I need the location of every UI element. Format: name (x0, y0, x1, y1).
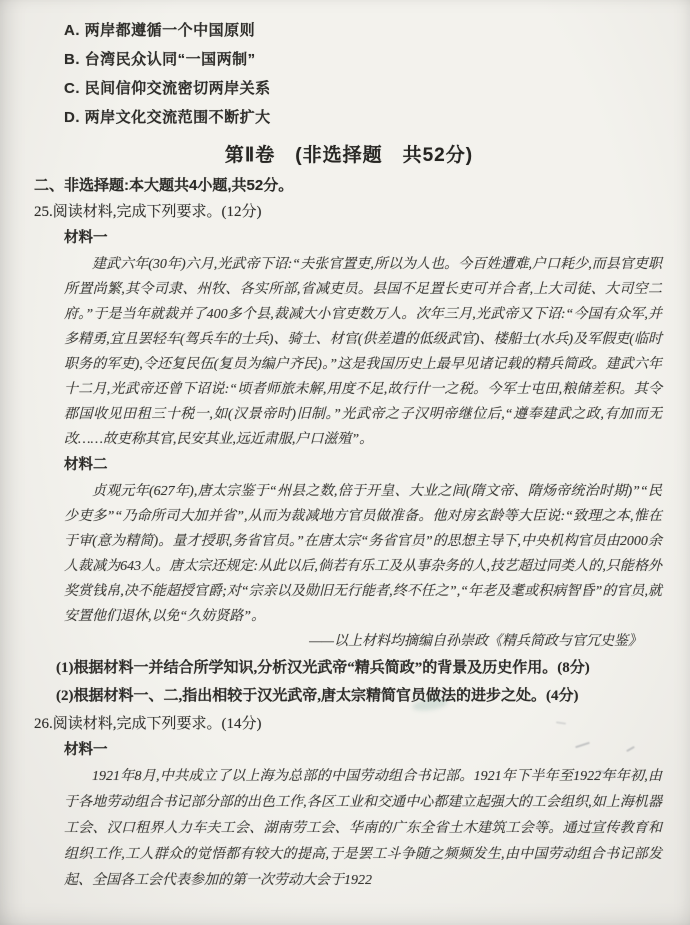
q25-subquestion-1: (1)根据材料一并结合所学知识,分析汉光武帝“精兵简政”的背景及历史作用。(8分) (56, 660, 590, 676)
option-a: A. 两岸都遵循一个中国原则 (64, 22, 256, 39)
option-d: D. 两岸文化交流范围不断扩大 (64, 109, 271, 126)
mcq-options (64, 16, 664, 132)
q26-material-1-label: 材料一 (64, 742, 108, 758)
option-b: B. 台湾民众认同“一国两制” (64, 51, 256, 68)
volume-title: 第Ⅱ卷 (非选择题 共52分) (224, 145, 474, 166)
q25-material-2-label: 材料二 (64, 457, 108, 473)
q25-material-1-label: 材料一 (64, 230, 108, 246)
q25-subquestion-2: (2)根据材料一、二,指出相较于汉光武帝,唐太宗精简官员做法的进步之处。(4分) (56, 688, 579, 704)
question-26-stem: 26.阅读材料,完成下列要求。(14分) (34, 716, 262, 732)
q25-source-attribution: ——以上材料均摘编自孙崇政《精兵简政与官冗史鉴》 (309, 634, 642, 649)
section-header: 二、非选择题:本大题共4小题,共52分。 (34, 177, 294, 194)
question-25-stem: 25.阅读材料,完成下列要求。(12分) (34, 204, 262, 220)
option-c: C. 民间信仰交流密切两岸关系 (64, 80, 271, 97)
q25-material-1-text: 建武六年(30年)六月,光武帝下诏:“夫张官置吏,所以为人也。今百姓遭难,户口耗少,而县官吏职所置尚繁,其令司隶、州牧、各实所部,省减吏员。县国不足置长吏可并合者,上大司徒、大司空二府。”于是当年就裁并了400多个县,裁减大小官吏数万人。次年三月,光武帝又下诏:“今国有众军,并多精勇,宜且罢轻车(驾兵车的士兵)、骑士、材官(供差遣的低级武官)、楼船士(水兵)及军假吏(临时职务的军吏),令还复民伍(复员为编户齐民)。”这是我国历史上最早见诸记载的精兵简政。建武六年十二月,光武帝还曾下诏说:“顷者师旅未解,用度不足,故行什一之税。今军士屯田,粮储差积。其令郡国收见田租三十税一,如(汉景帝时)旧制。”光武帝之子汉明帝继位后,“遵奉建武之政,有加而无改……故吏称其官,民安其业,远近肃服,户口滋殖”。 (64, 257, 662, 447)
q25-material-2-text: 贞观元年(627年),唐太宗鉴于“州县之数,倍于开皇、大业之间(隋文帝、隋炀帝统治时期)”“民少吏多”“乃命所司大加并省”,从而为裁减地方官员做准备。他对房玄龄等大臣说:“致理之本,惟在于审(意为精简)。量才授职,务省官员。”在唐太宗“务省官员”的思想主导下,中央机构官员由2000余人裁减为643人。唐太宗还规定:从此以后,倘若有乐工及从事杂务的人,技艺超过同类人的,只能格外奖赏钱帛,决不能超授官爵;对“宗亲以及勋旧无行能者,终不任之”,“年老及耄或积病智昏”的官员,就安置他们退休,以免“久妨贤路”。 (64, 484, 662, 624)
q26-material-1-text: 1921年8月,中共成立了以上海为总部的中国劳动组合书记部。1921年下半年至1922年年初,由于各地劳动组合书记部分部的出色工作,各区工业和交通中心都建立起强大的工会组织,如上海机器工会、汉口租界人力车夫工会、湖南劳工会、华南的广东全省土木建筑工会等。通过宣传教育和组织工作,工人群众的觉悟都有较大的提高,于是罢工斗争随之频频发生,由中国劳动组合书记部发起、全国各工会代表参加的第一次劳动大会于1922 (64, 769, 662, 888)
